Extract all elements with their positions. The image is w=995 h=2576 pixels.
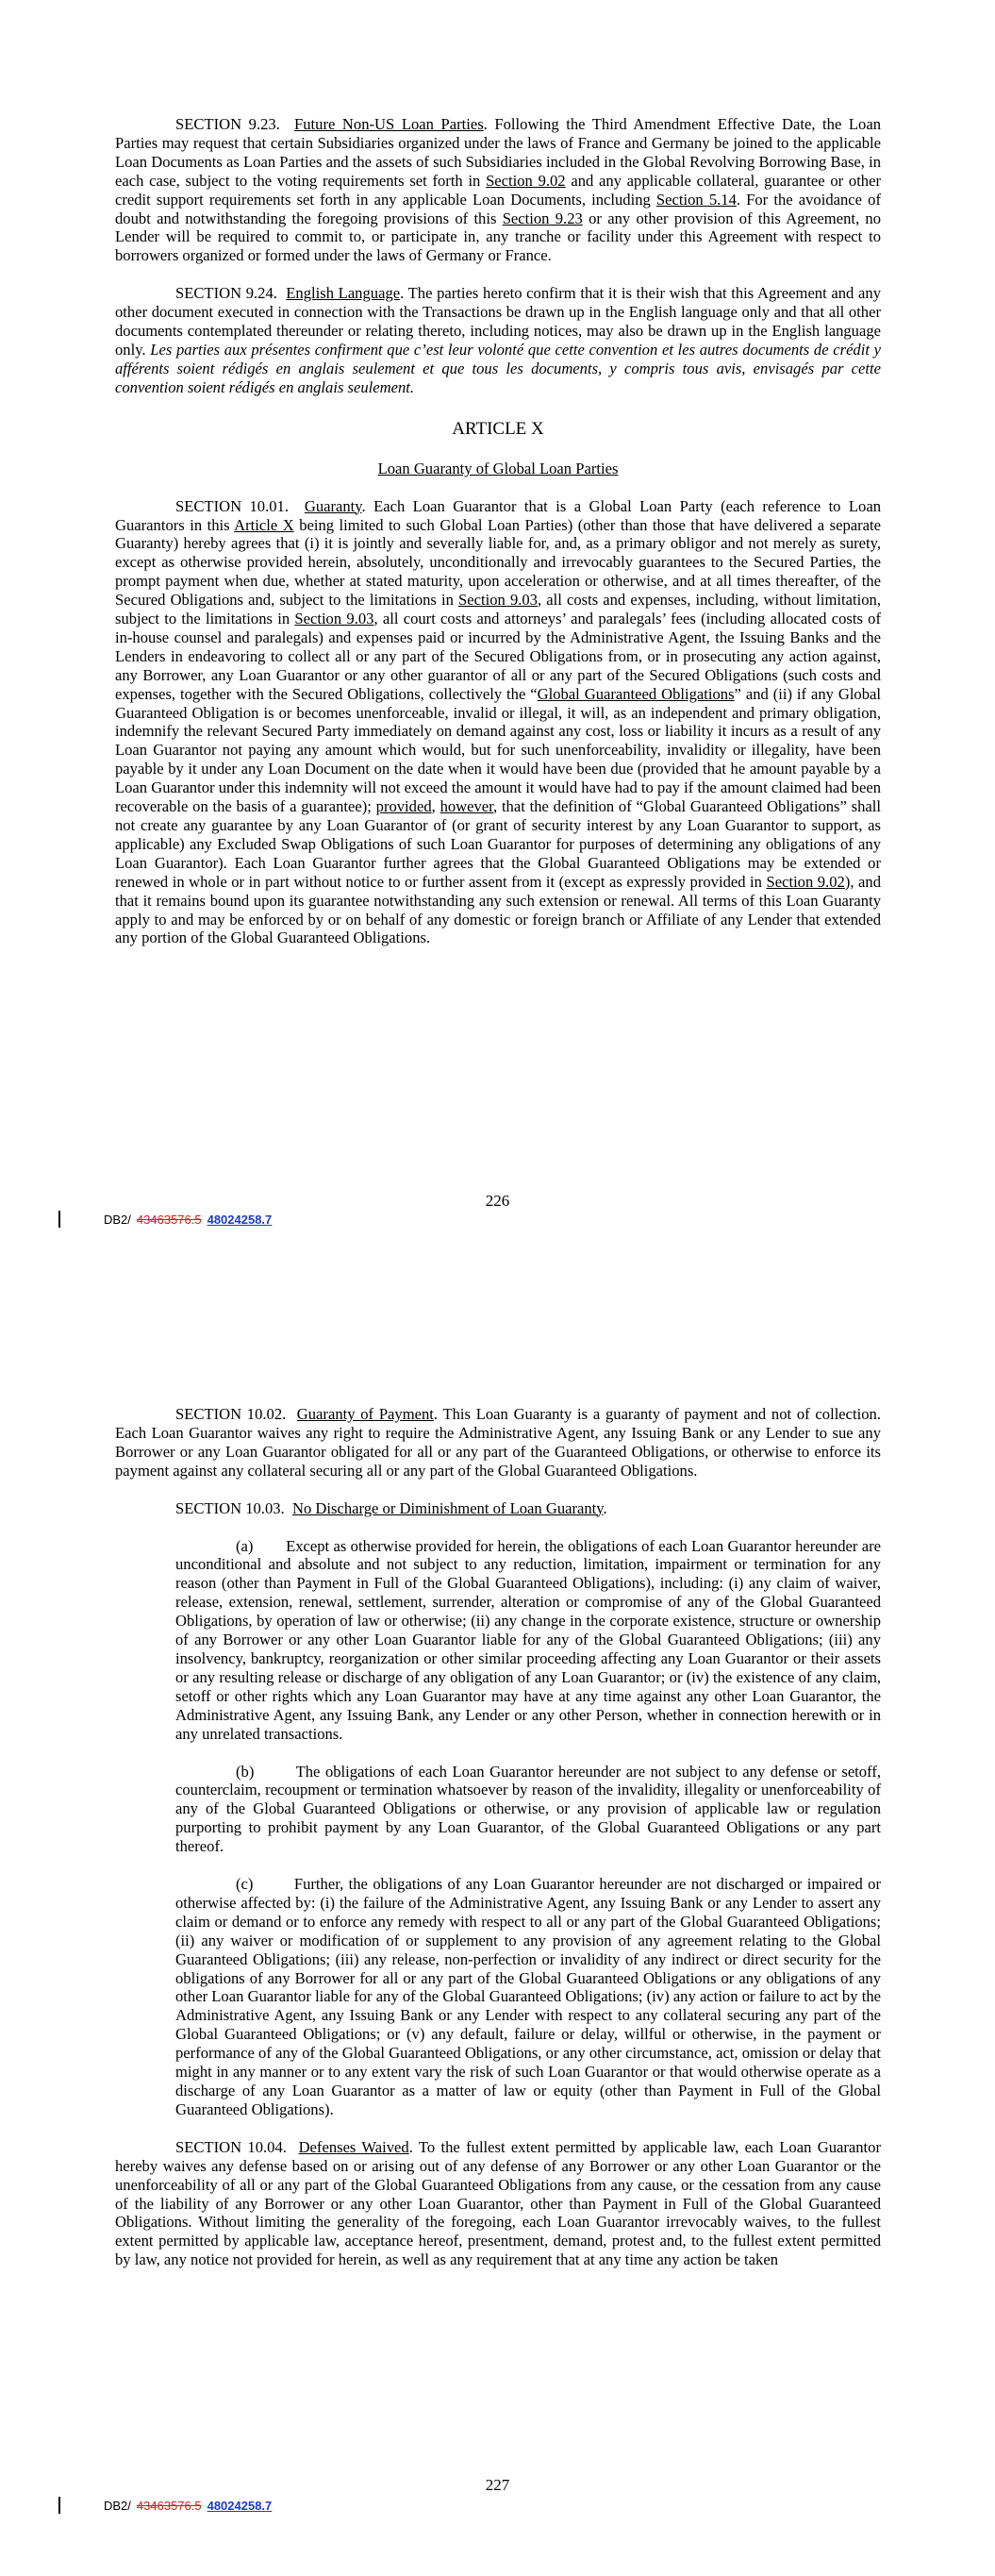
footer-prefix: DB2/ xyxy=(104,1212,131,1227)
change-bar xyxy=(58,2497,60,2514)
clause-c: (c) Further, the obligations of any Loan Guarantor hereunder are not discharged or impaired or otherwise affected by: (i) the failure of the Administrative Agent, any Issuing Bank or any Lender to assert any claim or demand or to enforce any remedy with respect to all or any part of the Global Guaranteed Obligations; (ii) any waiver or modification of or supplement to any provision of any agreement relating to the Global Guaranteed Obligations; (iii) any release, non-perfection or invalidity of any indirect or direct security for the obligations of any Borrower for all or any part of the Global Guaranteed Obligations or any obligations of any other Loan Guarantor liable for any of the Global Guaranteed Obligations; (iv) any action or failure to act by the Administrative Agent, any Issuing Bank or any Lender with respect to any collateral securing any part of the Global Guaranteed Obligations; or (v) any default, failure or delay, willful or otherwise, in the payment or performance of any of the Global Guaranteed Obligations, or any other circumstance, act, omission or delay that might in any manner or to any extent vary the risk of such Loan Guarantor or that would otherwise operate as a discharge of any Loan Guarantor as a matter of law or equity (other than Payment in Full of the Global Guaranteed Obligations). xyxy=(175,1875,881,2118)
inserted-doc-id: 48024258.7 xyxy=(207,1212,273,1227)
article-title: Loan Guaranty of Global Loan Parties xyxy=(377,459,619,477)
document-page-227 xyxy=(0,1288,995,2576)
proviso-term: provided xyxy=(375,797,432,816)
page-number: 226 xyxy=(485,1192,510,1210)
cross-reference: Article X xyxy=(234,515,294,534)
section-title: Future Non-US Loan Parties xyxy=(294,115,484,133)
deleted-doc-id: 43463576.5 xyxy=(136,2498,202,2513)
cross-reference: Section 9.02 xyxy=(766,872,845,891)
section-title: No Discharge or Diminishment of Loan Guaranty xyxy=(292,1498,604,1517)
section-title: Guaranty xyxy=(304,496,362,515)
section-9-23: SECTION 9.23. Future Non-US Loan Parties. Following the Third Amendment Effective Date, the Loan Parties may request that certain Subsidiaries organized under the laws of France and Germany be joined to the applicable Loan Documents as Loan Parties and the assets of such Subsidiaries included in the Global Revolving Borrowing Base, in each case, subject to the voting requirements set forth in Section 9.02 and any applicable collateral, guarantee or other credit support requirements set forth in any applicable Loan Documents, including Section 5.14. For the avoidance of doubt and notwithstanding the foregoing provisions of this Section 9.23 or any other provision of this Agreement, no Lender will be required to commit to, or participate in, any tranche or facility under this Agreement with respect to borrowers organized or formed under the laws of Germany or France. xyxy=(115,115,882,265)
proviso-term: however xyxy=(439,797,494,816)
section-10-04: SECTION 10.04. Defenses Waived. To the fullest extent permitted by applicable law, each Loan Guarantor hereby waives any defense based on or arising out of any defense of any Borrower or any other Loan Guarantor or the unenforceability of all or any part of the Global Guaranteed Obligations from any cause, or the cessation from any cause of the liability of any Borrower or any other Loan Guarantor, other than Payment in Full of the Global Guaranteed Obligations. Without limiting the generality of the foregoing, each Loan Guarantor irrevocably waives, to the fullest extent permitted by applicable law, acceptance hereof, presentment, demand, protest and, to the fullest extent permitted by law, any notice not provided for herein, as well as any requirement that at any time any action be taken xyxy=(115,2137,881,2269)
section-10-02: SECTION 10.02. Guaranty of Payment. This Loan Guaranty is a guaranty of payment and not of collection. Each Loan Guarantor waives any right to require the Administrative Agent, any Issuing Bank or any Lender to sue any Borrower or any Loan Guarantor obligated for all or any part of the Guaranteed Obligations, or otherwise to enforce its payment against any collateral securing all or any part of the Global Guaranteed Obligations. xyxy=(115,1405,881,1480)
section-9-24: SECTION 9.24. English Language. The parties hereto confirm that it is their wish that this Agreement and any other document executed in connection with the Transactions be drawn up in the English language only and that all other documents contemplated thereunder or relating thereto, including notices, may also be drawn up in the English language only. Les parties aux présentes confirment que c’est leur volonté que cette convention et les autres documents de crédit y afférents soient rédigés en anglais seulement et que tous les documents, y compris tous avis, envisagés par cette convention soient rédigés en anglais seulement. xyxy=(115,284,881,396)
deleted-doc-id: 43463576.5 xyxy=(136,1212,202,1227)
page-number: 227 xyxy=(485,2476,510,2494)
document-footer xyxy=(58,2497,272,2514)
section-title: Guaranty of Payment xyxy=(296,1405,434,1423)
inserted-doc-id: 48024258.7 xyxy=(207,2498,273,2513)
clause-a: (a) Except as otherwise provided for herein, the obligations of each Loan Guarantor hereunder are unconditional and absolute and not subject to any reduction, limitation, impairment or termination for any reason (other than Payment in Full of the Global Guaranteed Obligations), including: (i) any claim of waiver, release, extension, renewal, settlement, surrender, alteration or compromise of any of the Global Guaranteed Obligations, by operation of law or otherwise; (ii) any change in the corporate existence, structure or ownership of any Borrower or any other Loan Guarantor liable for any of the Global Guaranteed Obligations; (iii) any insolvency, bankruptcy, reorganization or other similar proceeding affecting any Loan Guarantor or their assets or any resulting release or discharge of any obligation of any Loan Guarantor; or (iv) the existence of any claim, setoff or other rights which any Loan Guarantor may have at any time against any other Loan Guarantor, the Administrative Agent, any Issuing Bank, any Lender or any other Person, whether in connection herewith or in any unrelated transactions. xyxy=(175,1536,881,1743)
cross-reference: Section 5.14 xyxy=(655,190,737,209)
footer-prefix: DB2/ xyxy=(104,2498,131,2513)
cross-reference: Section 9.03 xyxy=(294,610,374,628)
section-title: English Language xyxy=(286,284,401,303)
cross-reference: Section 9.02 xyxy=(486,171,566,190)
clause-b: (b) The obligations of each Loan Guarantor hereunder are not subject to any defense or setoff, counterclaim, recoupment or termination whatsoever by reason of the invalidity, illegality or unenforceability of any of the Global Guaranteed Obligations or otherwise, or any provision of applicable law or regulation purporting to prohibit payment by any Loan Guarantor, of the Global Guaranteed Obligations or any part thereof. xyxy=(175,1762,881,1856)
article-heading: ARTICLE X xyxy=(452,418,544,439)
french-text: Les parties aux présentes confirment que c’est leur volonté que cette convention et les autres documents de crédit y afférents soient rédigés en anglais seulement et que tous les documents, y compris tous avis, envisagés par cette convention soient rédigés en anglais seulement. xyxy=(115,340,881,396)
page-body xyxy=(115,115,881,947)
section-title: Defenses Waived xyxy=(298,2137,409,2156)
defined-term: Global Guaranteed Obligations xyxy=(537,684,735,703)
document-footer xyxy=(58,1211,272,1228)
change-bar xyxy=(58,1211,60,1228)
section-10-01: SECTION 10.01. Guaranty. Each Loan Guarantor that is a Global Loan Party (each reference to Loan Guarantors in this Article X being limited to such Global Loan Parties) (other than those that have delivered a separate Guaranty) hereby agrees that (i) it is jointly and severally liable for, and, as a primary obligor and not merely as surety, except as otherwise provided herein, absolutely, unconditionally and irrevocably guarantees to the Secured Parties, the prompt payment when due, whether at stated maturity, upon acceleration or otherwise, and at all times thereafter, of the Secured Obligations and, subject to the limitations in Section 9.03, all costs and expenses, including, without limitation, subject to the limitations in Section 9.03, all court costs and attorneys’ and paralegals’ fees (including allocated costs of in-house counsel and paralegals) and expenses paid or incurred by the Administrative Agent, the Issuing Banks and the Lenders in endeavoring to collect all or any part of the Secured Obligations from, or in prosecuting any action against, any Borrower, any Loan Guarantor or any other guarantor of all or any part of the Secured Obligations (such costs and expenses, together with the Secured Obligations, collectively the “Global Guaranteed Obligations” and (ii) if any Global Guaranteed Obligation is or becomes unenforceable, invalid or illegal, it will, as an independent and primary obligation, indemnify the relevant Secured Party immediately on demand against any cost, loss or liability it incurs as a result of any Loan Guarantor not paying any amount which would, but for such unenforceability, invalidity or illegality, have been payable by it under any Loan Document on the date when it would have been due (provided that he amount payable by a Loan Guarantor under this indemnity will not exceed the amount it would have had to pay if the amount claimed had been recoverable on the basis of a guarantee); provided, however, that the definition of “Global Guaranteed Obligations” shall not create any guarantee by any Loan Guarantor of (or grant of security interest by any Loan Guarantor to support, as applicable) any Excluded Swap Obligations of such Loan Guarantor for purposes of determining any obligations of any Loan Guarantor). Each Loan Guarantor further agrees that the Global Guaranteed Obligations may be extended or renewed in whole or in part without notice to or further assent from it (except as expressly provided in Section 9.02), and that it remains bound upon its guarantee notwithstanding any such extension or renewal. All terms of this Loan Guaranty apply to and may be enforced by or on behalf of any domestic or foreign branch or Affiliate of any Lender that extended any portion of the Global Guaranteed Obligations. xyxy=(115,496,882,947)
section-10-03: SECTION 10.03. No Discharge or Diminishment of Loan Guaranty. xyxy=(175,1498,607,1517)
cross-reference: Section 9.03 xyxy=(458,591,538,610)
cross-reference: Section 9.23 xyxy=(502,209,583,227)
page-body xyxy=(115,1405,881,2269)
